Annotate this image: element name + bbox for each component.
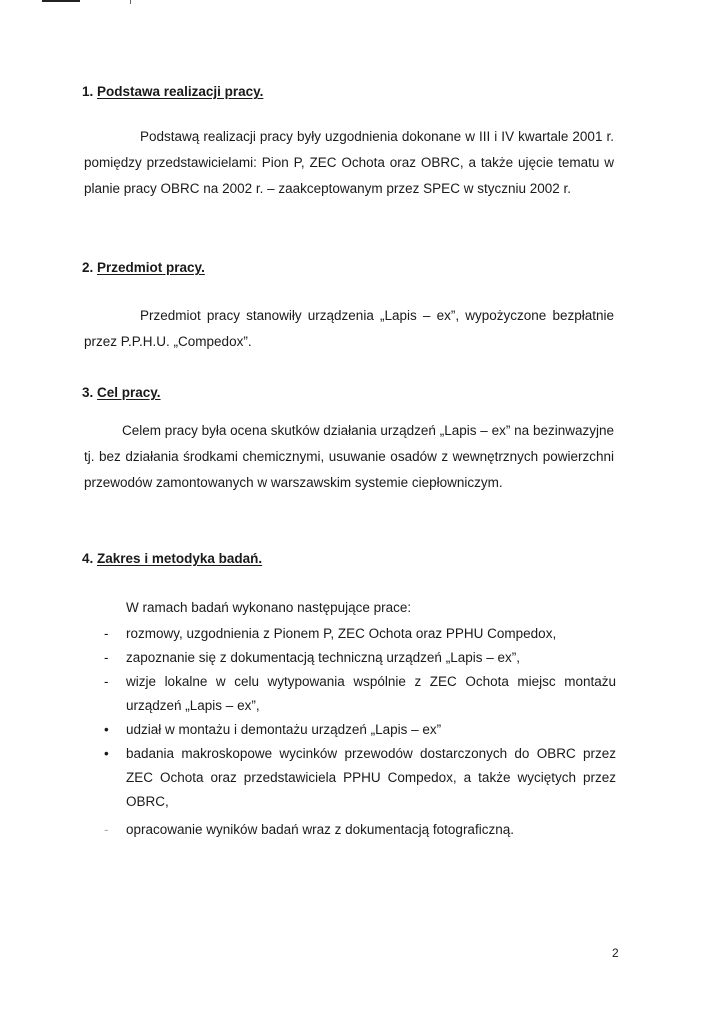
- dash-marker: -: [104, 650, 109, 665]
- list-item-text: opracowanie wyników badań wraz z dokumentacją fotograficzną.: [126, 822, 514, 837]
- section-paragraph-3: Celem pracy była ocena skutków działania urządzeń „Lapis – ex” na bezinwazyjne tj. bez działania środkami chemicznymi, usuwanie osadów z wewnętrznych powierzchni przewodów zamontowanych w warszawskim systemie ciepłowniczym.: [84, 423, 614, 490]
- dash-marker: •: [104, 722, 109, 737]
- list-item: [104, 742, 624, 814]
- section-paragraph-1: Podstawą realizacji pracy były uzgodnienia dokonane w III i IV kwartale 2001 r. pomiędzy przedstawicielami: Pion P, ZEC Ochota oraz OBRC, a także ujęcie tematu w planie pracy OBRC na 2002 r. – zaakceptowanym przez SPEC w styczniu 2002 r.: [84, 129, 614, 196]
- section-paragraph-2: Przedmiot pracy stanowiły urządzenia „Lapis – ex”, wypożyczone bezpłatnie przez P.P.H.U. „Compedox”.: [84, 308, 614, 349]
- section-title: Zakres i metodyka badań.: [97, 551, 263, 566]
- section-intro: W ramach badań wykonano następujące prace:: [126, 600, 412, 615]
- section-title: Cel pracy.: [97, 385, 161, 400]
- scan-edge-tick: [130, 0, 131, 4]
- dash-marker: -: [104, 674, 109, 689]
- section-heading-2: [82, 260, 205, 275]
- list-item-text: udział w montażu i demontażu urządzeń „Lapis – ex”: [126, 722, 442, 737]
- list-item-text: zapoznanie się z dokumentacją techniczną urządzeń „Lapis – ex”,: [126, 650, 520, 665]
- list-item-text: badania makroskopowe wycinków przewodów dostarczonych do OBRC przez ZEC Ochota oraz przedstawiciela PPHU Compedox, a także wyciętych przez OBRC,: [126, 746, 616, 809]
- scan-edge-mark: [42, 0, 80, 2]
- dash-marker: -: [104, 822, 109, 837]
- section-heading-4: [82, 551, 262, 566]
- section-title: Podstawa realizacji pracy.: [97, 84, 264, 99]
- section-number: 2.: [82, 260, 94, 275]
- section-heading-3: [82, 385, 161, 400]
- list-item: [104, 718, 624, 742]
- dash-marker: •: [104, 746, 109, 761]
- list-item: [104, 622, 624, 646]
- list-item-text: wizje lokalne w celu wytypowania wspólnie z ZEC Ochota miejsc montażu urządzeń „Lapis – ex”,: [126, 674, 616, 713]
- list-item: [104, 670, 624, 718]
- section-heading-1: [82, 84, 263, 99]
- section-number: 1.: [82, 84, 94, 99]
- list-item: [104, 818, 624, 842]
- page-number: 2: [612, 946, 619, 960]
- list-item-text: rozmowy, uzgodnienia z Pionem P, ZEC Ochota oraz PPHU Compedox,: [126, 626, 557, 641]
- section-title: Przedmiot pracy.: [97, 260, 205, 275]
- dash-marker: -: [104, 626, 109, 641]
- list-item: [104, 646, 624, 670]
- section-number: 4.: [82, 551, 94, 566]
- section-number: 3.: [82, 385, 94, 400]
